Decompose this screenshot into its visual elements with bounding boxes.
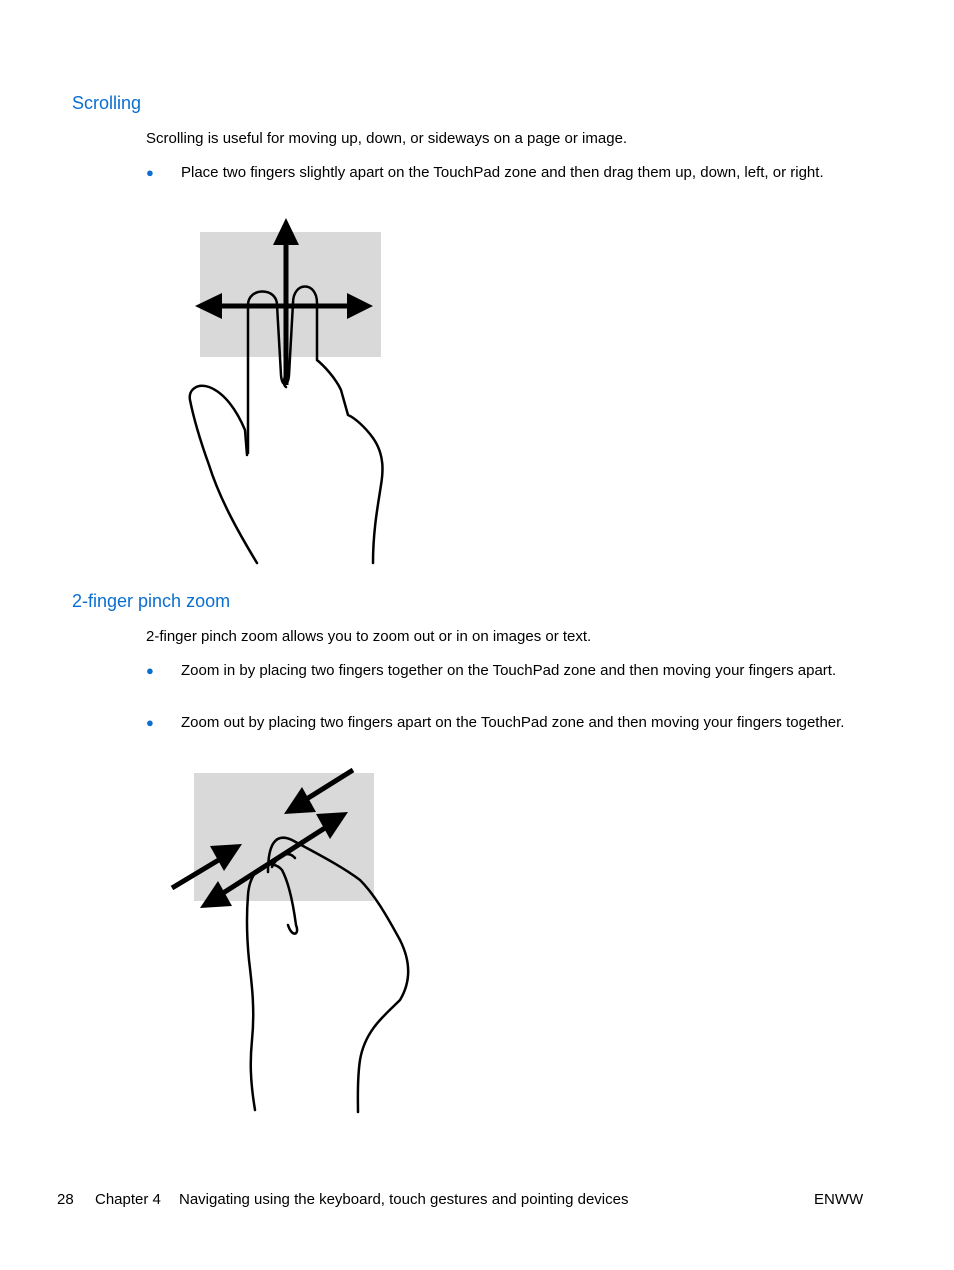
bullet-icon: ●	[146, 165, 154, 180]
pinch-zoom-intro: 2-finger pinch zoom allows you to zoom out or in on images or text.	[146, 628, 592, 645]
pinch-bullet-2: Zoom out by placing two fingers apart on the TouchPad zone and then moving your fingers together.	[181, 714, 845, 731]
scrolling-bullet-1: Place two fingers slightly apart on the TouchPad zone and then drag them up, down, left, or right.	[181, 164, 824, 181]
pinch-zoom-gesture-illustration	[160, 760, 420, 1120]
footer-locale: ENWW	[814, 1191, 864, 1208]
pinch-zoom-heading: 2-finger pinch zoom	[72, 591, 231, 611]
page-number: 28	[57, 1191, 74, 1208]
bullet-icon: ●	[146, 715, 154, 730]
footer-chapter-title: Navigating using the keyboard, touch gestures and pointing devices	[179, 1191, 629, 1208]
footer-chapter: Chapter 4	[95, 1191, 161, 1208]
scrolling-gesture-illustration	[185, 215, 400, 570]
pinch-bullet-1: Zoom in by placing two fingers together on the TouchPad zone and then moving your fingers apart.	[181, 662, 837, 679]
scrolling-heading: Scrolling	[72, 93, 142, 113]
bullet-icon: ●	[146, 663, 154, 678]
scrolling-intro: Scrolling is useful for moving up, down, or sideways on a page or image.	[146, 130, 628, 147]
